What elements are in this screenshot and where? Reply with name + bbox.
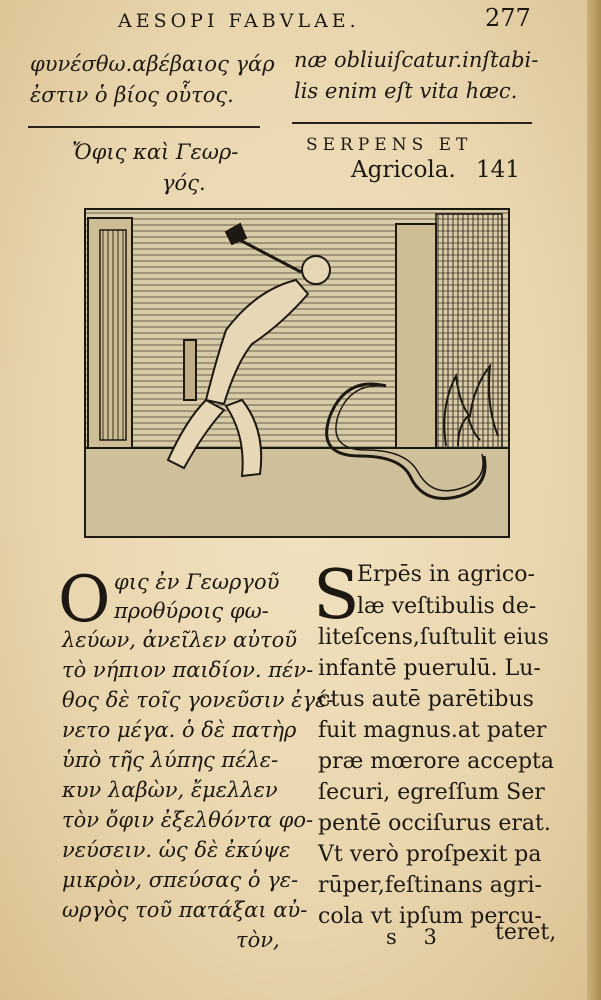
right-door-frame [396, 224, 436, 454]
latin-line-6: fuit magnus.at pater [318, 718, 547, 743]
latin-line-3: liteſcens,ſuſtulit eius [318, 625, 549, 650]
latin-line-5: ctus autē parētibus [318, 687, 534, 712]
running-title: AESOPI FABVLAE. [118, 10, 360, 32]
floor [86, 448, 508, 536]
greek-line-12: ωργὸς τοῦ πατάξαι αὐ- [62, 898, 308, 922]
page-number: 277 [485, 4, 531, 32]
greek-line-10: νεύσειν. ὡς δὲ ἐκύψε [62, 838, 291, 862]
greek-fable-title-line-2: γός. [162, 171, 206, 195]
latin-line-10: Vt verò proſpexit pa [318, 842, 542, 867]
greek-line-4: τὸ νήπιον παιδίον. πέν- [62, 658, 314, 682]
greek-line-9: τὸν ὄφιν ἐξελθόντα φο- [62, 808, 314, 832]
greek-line-2: προθύροις φω- [114, 599, 269, 623]
woodcut-illustration [84, 208, 510, 538]
left-door [100, 230, 126, 440]
greek-line-13: τὸν, [236, 928, 280, 952]
latin-line-2: læ veſtibulis de- [357, 594, 537, 619]
greek-line-11: μικρὸν, σπεύσας ὁ γε- [62, 868, 299, 892]
fable-number: 141 [476, 157, 520, 183]
latin-fable-title-line-1: SERPENS ET [306, 135, 473, 155]
signature-mark: s 3 [386, 925, 447, 949]
greek-drop-initial: Ο [58, 563, 111, 637]
woodcut-scene [86, 210, 508, 536]
latin-line-11: rūper,feſtinans agri- [318, 873, 542, 898]
greek-line-3: λεύων, ἀνεῖλεν αὐτοῦ [62, 628, 298, 652]
greek-line-5: θος δὲ τοῖς γονεῦσιν ἐγέ- [62, 688, 334, 712]
latin-line-7: præ mœrore accepta [318, 749, 554, 774]
divider-right [292, 122, 532, 124]
catchword: teret, [495, 920, 557, 945]
greek-line-1: φις ἐν Γεωργοῦ [114, 570, 280, 594]
top-greek-line-1: φυνέσθω.αβέβαιος γάρ [30, 52, 275, 76]
latin-line-1: Erpēs in agrico- [357, 562, 535, 587]
latin-line-12: cola vt ipſum percu- [318, 904, 542, 929]
top-latin-line-2: lis enim eſt vita hæc. [294, 79, 518, 103]
latin-fable-title-line-2: Agricola. [351, 157, 456, 183]
latin-drop-initial: S [313, 556, 360, 635]
greek-fable-title-line-1: Ὄφις καὶ Γεωρ- [72, 140, 239, 164]
greek-line-8: κυν λαβὼν, ἔμελλεν [62, 778, 278, 802]
latin-line-4: infantē puerulū. Lu- [318, 656, 541, 681]
greek-line-7: ὑπὸ τῆς λύπης πέλε- [62, 748, 279, 772]
top-greek-line-2: ἐστιν ὁ βίος οὗτος. [30, 83, 234, 107]
latin-line-9: pentē occiſurus erat. [318, 811, 551, 836]
page-edge [587, 0, 601, 1000]
divider-left [28, 126, 260, 128]
greek-line-6: νετο μέγα. ὁ δὲ πατὴρ [62, 718, 297, 742]
top-latin-line-1: næ obliuiſcatur.inſtabi- [294, 48, 539, 72]
latin-line-8: ſecuri, egreſſum Ser [318, 780, 545, 805]
